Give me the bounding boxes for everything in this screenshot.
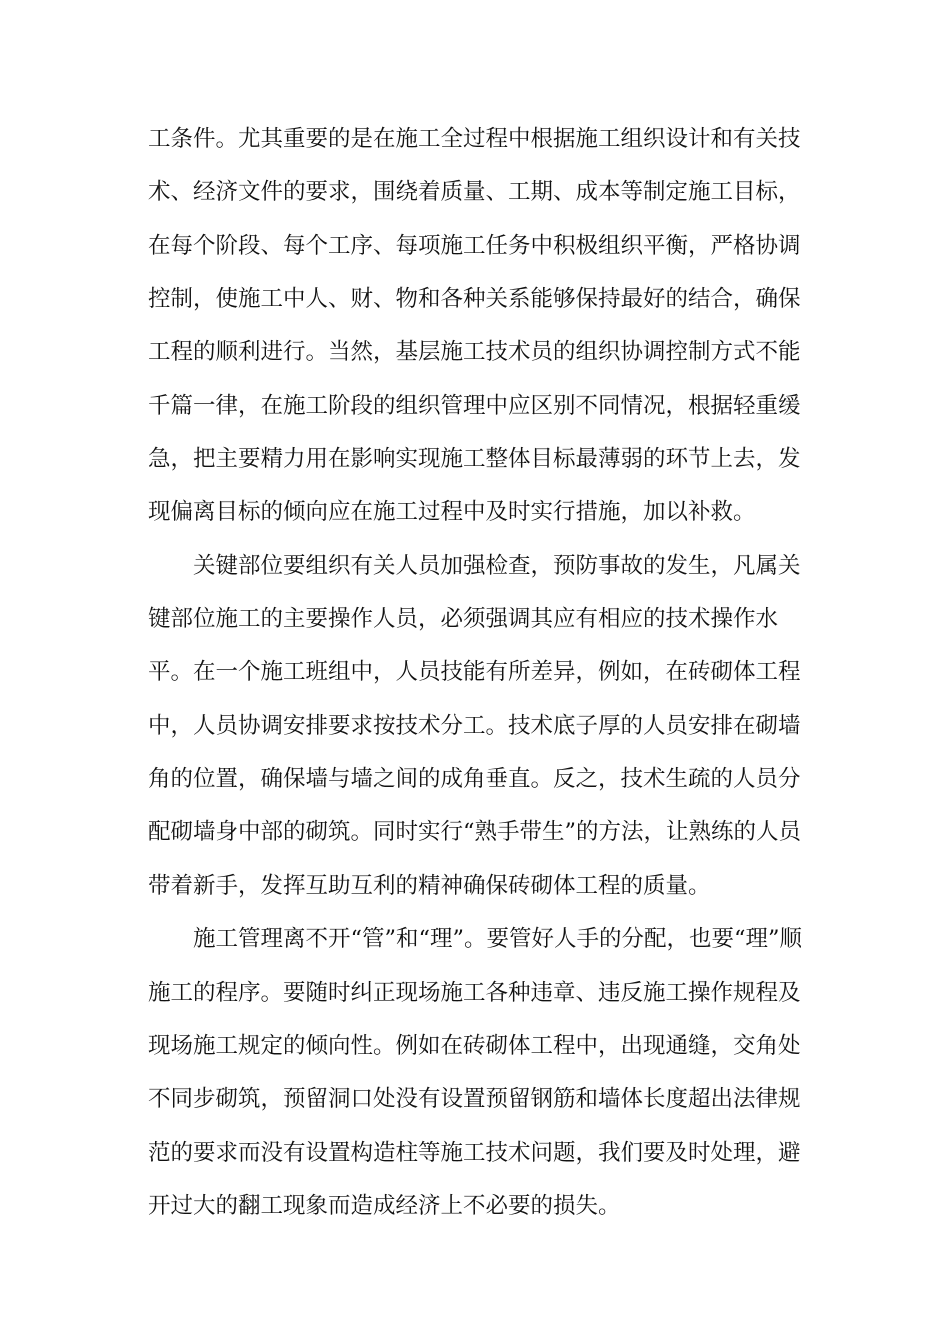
paragraph-3: [148, 917, 808, 1228]
text-line: 键部位施工的主要操作人员，必须强调其应有相应的技术操作水: [148, 606, 779, 633]
text-line: 急，把主要精力用在影响实现施工整体目标最薄弱的环节上去，发: [148, 446, 801, 473]
text-line: 工程的顺利进行。当然，基层施工技术员的组织协调控制方式不能: [148, 339, 801, 366]
text-line: 不同步砌筑，预留洞口处没有设置预留钢筋和墙体长度超出法律规: [148, 1086, 801, 1113]
text-line: 开过大的翻工现象而造成经济上不必要的损失。: [148, 1192, 621, 1219]
text-line: 千篇一律，在施工阶段的组织管理中应区别不同情况，根据轻重缓: [148, 392, 801, 419]
text-line: 中，人员协调安排要求按技术分工。技术底子厚的人员安排在砌墙: [148, 712, 801, 739]
paragraph-2: [148, 544, 808, 908]
text-line: 关键部位要组织有关人员加强检查，预防事故的发生，凡属关: [193, 552, 801, 579]
paragraph-1: [148, 117, 808, 534]
text-line: 范的要求而没有设置构造柱等施工技术问题，我们要及时处理，避: [148, 1139, 801, 1166]
text-line: 工条件。尤其重要的是在施工全过程中根据施工组织设计和有关技: [148, 126, 801, 152]
text-line: 现偏离目标的倾向应在施工过程中及时实行措施，加以补救。: [148, 499, 756, 526]
text-line: 术、经济文件的要求，围绕着质量、工期、成本等制定施工目标，: [148, 179, 801, 206]
text-line: 控制，使施工中人、财、物和各种关系能够保持最好的结合，确保: [148, 286, 801, 313]
text-line: 施工的程序。要随时纠正现场施工各种违章、违反施工操作规程及: [148, 979, 801, 1006]
text-line: 平。在一个施工班组中，人员技能有所差异，例如，在砖砌体工程: [148, 659, 801, 686]
text-line: 在每个阶段、每个工序、每项施工任务中积极组织平衡，严格协调: [148, 232, 801, 259]
body-text: [148, 117, 808, 1237]
text-line: 现场施工规定的倾向性。例如在砖砌体工程中，出现通缝，交角处: [148, 1032, 801, 1059]
text-line: 配砌墙身中部的砌筑。同时实行“熟手带生”的方法，让熟练的人员: [148, 819, 802, 846]
text-line: 施工管理离不开“管”和“理”。要管好人手的分配，也要“理”顺: [193, 926, 803, 953]
text-line: 角的位置，确保墙与墙之间的成角垂直。反之，技术生疏的人员分: [148, 766, 801, 793]
text-line: 带着新手，发挥互助互利的精神确保砖砌体工程的质量。: [148, 872, 711, 899]
